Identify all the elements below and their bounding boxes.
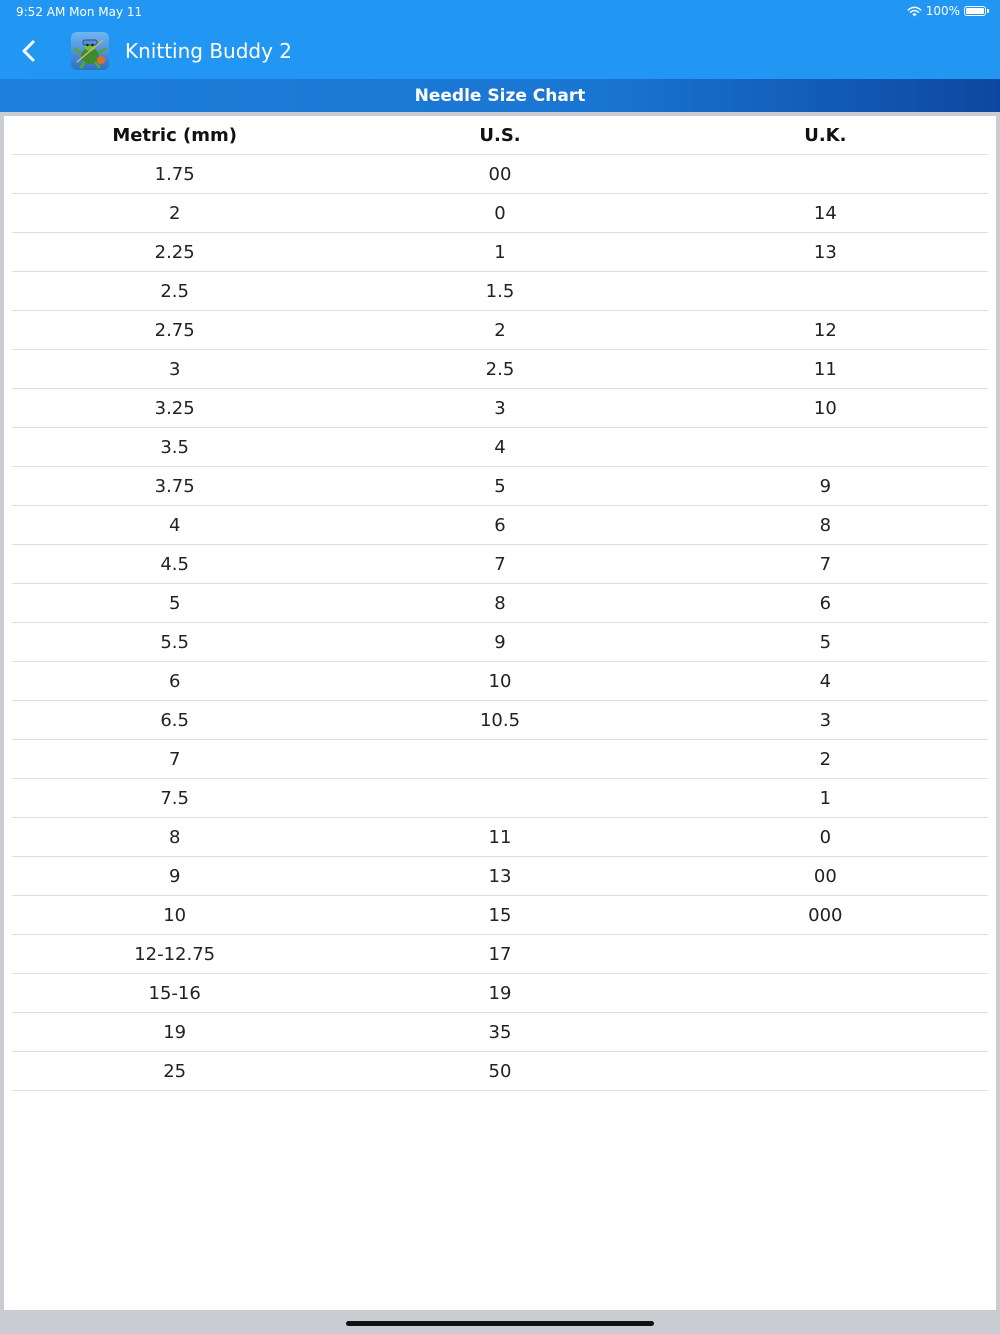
cell-us: 6 — [337, 506, 662, 545]
cell-us: 8 — [337, 584, 662, 623]
table-row — [12, 701, 988, 740]
cell-us: 4 — [337, 428, 662, 467]
cell-uk: 5 — [663, 623, 988, 662]
cell-metric: 7 — [12, 740, 337, 779]
battery-percentage: 100% — [925, 4, 960, 18]
cell-metric: 19 — [12, 1013, 337, 1052]
cell-us: 15 — [337, 896, 662, 935]
cell-us: 00 — [337, 155, 662, 194]
cell-uk: 6 — [663, 584, 988, 623]
column-header-uk: U.K. — [663, 116, 988, 155]
cell-uk: 2 — [663, 740, 988, 779]
cell-metric: 1.75 — [12, 155, 337, 194]
wifi-icon — [907, 6, 922, 17]
table-row — [12, 272, 988, 311]
cell-uk — [663, 935, 988, 974]
table-row — [12, 779, 988, 818]
cell-uk: 10 — [663, 389, 988, 428]
table-row — [12, 1052, 988, 1091]
cell-uk: 9 — [663, 467, 988, 506]
cell-uk: 12 — [663, 311, 988, 350]
cell-metric: 3 — [12, 350, 337, 389]
table-row — [12, 467, 988, 506]
table-row — [12, 350, 988, 389]
cell-metric: 2 — [12, 194, 337, 233]
cell-metric: 7.5 — [12, 779, 337, 818]
cell-uk — [663, 428, 988, 467]
table-row — [12, 545, 988, 584]
cell-metric: 6 — [12, 662, 337, 701]
table-row — [12, 818, 988, 857]
table-row — [12, 662, 988, 701]
cell-uk: 0 — [663, 818, 988, 857]
cell-us: 2.5 — [337, 350, 662, 389]
cell-us: 11 — [337, 818, 662, 857]
cell-uk — [663, 272, 988, 311]
app-logo-icon — [71, 32, 109, 70]
cell-us: 17 — [337, 935, 662, 974]
cell-us — [337, 779, 662, 818]
cell-metric: 4 — [12, 506, 337, 545]
cell-uk: 3 — [663, 701, 988, 740]
status-time: 9:52 AM Mon May 11 — [16, 5, 143, 19]
needle-size-panel — [4, 116, 996, 1310]
cell-us: 0 — [337, 194, 662, 233]
cell-us: 1.5 — [337, 272, 662, 311]
table-header-row — [12, 116, 988, 155]
cell-uk — [663, 155, 988, 194]
table-row — [12, 935, 988, 974]
cell-uk: 1 — [663, 779, 988, 818]
cell-metric: 10 — [12, 896, 337, 935]
table-body — [12, 155, 988, 1091]
cell-metric: 2.25 — [12, 233, 337, 272]
table-row — [12, 389, 988, 428]
table-row — [12, 1013, 988, 1052]
cell-us: 1 — [337, 233, 662, 272]
table-row — [12, 311, 988, 350]
cell-us: 5 — [337, 467, 662, 506]
app-title: Knitting Buddy 2 — [125, 39, 293, 63]
cell-uk — [663, 1013, 988, 1052]
cell-metric: 6.5 — [12, 701, 337, 740]
back-button[interactable] — [14, 36, 44, 66]
cell-metric: 5 — [12, 584, 337, 623]
cell-uk: 13 — [663, 233, 988, 272]
home-indicator[interactable] — [346, 1321, 654, 1326]
status-indicators — [907, 4, 986, 18]
cell-uk — [663, 1052, 988, 1091]
table-row — [12, 974, 988, 1013]
table-row — [12, 506, 988, 545]
cell-uk: 7 — [663, 545, 988, 584]
cell-us: 2 — [337, 311, 662, 350]
cell-metric: 9 — [12, 857, 337, 896]
cell-us: 3 — [337, 389, 662, 428]
table-row — [12, 155, 988, 194]
table-row — [12, 233, 988, 272]
cell-us: 7 — [337, 545, 662, 584]
cell-metric: 2.5 — [12, 272, 337, 311]
cell-us: 9 — [337, 623, 662, 662]
cell-metric: 12-12.75 — [12, 935, 337, 974]
cell-metric: 4.5 — [12, 545, 337, 584]
cell-us: 10.5 — [337, 701, 662, 740]
cell-metric: 8 — [12, 818, 337, 857]
table-row — [12, 584, 988, 623]
section-title: Needle Size Chart — [0, 79, 1000, 112]
cell-us: 35 — [337, 1013, 662, 1052]
table-row — [12, 623, 988, 662]
column-header-metric: Metric (mm) — [12, 116, 337, 155]
cell-uk: 00 — [663, 857, 988, 896]
cell-metric: 2.75 — [12, 311, 337, 350]
cell-us: 50 — [337, 1052, 662, 1091]
cell-us: 10 — [337, 662, 662, 701]
chevron-left-icon — [21, 40, 37, 62]
cell-uk: 000 — [663, 896, 988, 935]
column-header-us: U.S. — [337, 116, 662, 155]
cell-us — [337, 740, 662, 779]
app-bar — [0, 0, 1000, 79]
cell-metric: 5.5 — [12, 623, 337, 662]
cell-uk: 8 — [663, 506, 988, 545]
table-row — [12, 428, 988, 467]
cell-uk: 4 — [663, 662, 988, 701]
cell-us: 19 — [337, 974, 662, 1013]
battery-icon — [964, 6, 986, 16]
cell-uk: 11 — [663, 350, 988, 389]
cell-metric: 3.5 — [12, 428, 337, 467]
table-row — [12, 857, 988, 896]
table-row — [12, 896, 988, 935]
needle-size-table — [12, 116, 988, 1091]
table-row — [12, 194, 988, 233]
cell-metric: 25 — [12, 1052, 337, 1091]
cell-metric: 3.25 — [12, 389, 337, 428]
cell-us: 13 — [337, 857, 662, 896]
cell-metric: 15-16 — [12, 974, 337, 1013]
table-row — [12, 740, 988, 779]
cell-uk — [663, 974, 988, 1013]
cell-metric: 3.75 — [12, 467, 337, 506]
cell-uk: 14 — [663, 194, 988, 233]
